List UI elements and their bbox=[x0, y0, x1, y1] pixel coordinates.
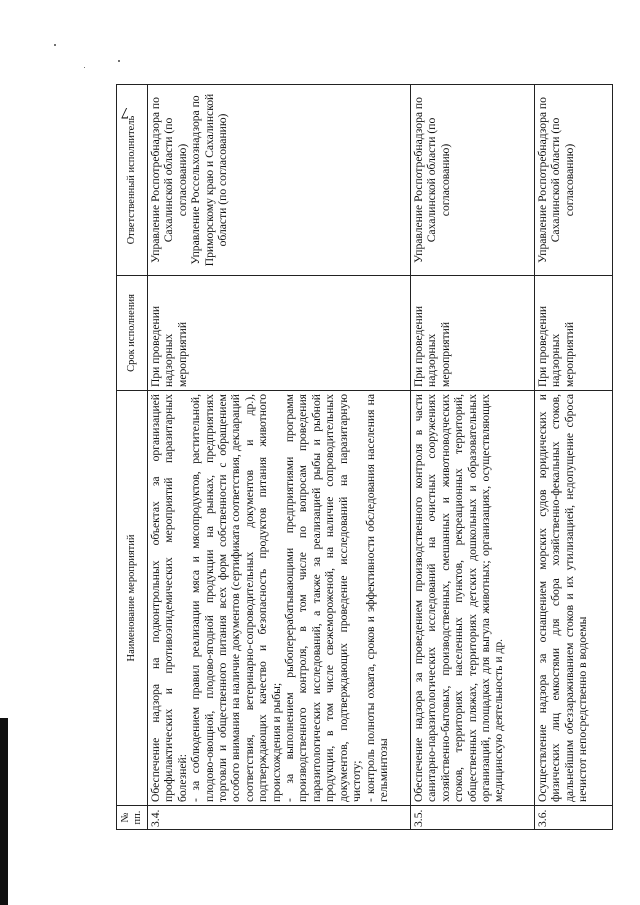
scan-speck bbox=[54, 44, 56, 46]
row-number: 3.5. bbox=[411, 806, 535, 830]
header-executor: Ответственный исполнитель bbox=[117, 85, 148, 276]
executor-line: Управление Роспотребнадзора по Сахалинской области (по согласованию) bbox=[536, 97, 576, 263]
row-executor bbox=[535, 85, 613, 276]
executor-line: Управление Роспотребнадзора по Сахалинской области (по согласованию) bbox=[412, 97, 452, 263]
measures-table bbox=[116, 84, 613, 830]
scan-speck bbox=[84, 67, 85, 68]
table-row bbox=[411, 85, 535, 830]
measure-paragraph: Обеспечение надзора на подконтрольных объектах за организацией профилактических и противоэпидемических мероприятий паразитарных болезней: bbox=[149, 394, 189, 802]
row-term: При проведении надзорных мероприятий bbox=[535, 276, 613, 391]
measure-paragraph: Осуществление надзора за оснащением морских судов юридических и физических лиц емкостями для сбора хозяйственно-фекальных стоков, дальнейшим обеззараживанием стоков и их утилизацией, недопущение сброса нечистот непосредственно в водоемы bbox=[536, 394, 590, 802]
row-term: При проведении надзорных мероприятий bbox=[148, 276, 411, 391]
measure-paragraph: - за выполнением рыбоперерабатывающими предприятиями программ производственного контроля, в том числе по вопросам проведения паразитологических исследований, а также за реализацией рыбы и рыбной продукции, в том числе свежемороженой, на наличие сопроводительных документов, подтверждающих проведение исследований на паразитарную чистоту; bbox=[283, 394, 364, 802]
row-number: 3.4. bbox=[148, 806, 411, 830]
measure-paragraph: - за соблюдением правил реализации мяса и мясопродуктов, растительной, плодово-овощной, плодово-ягодной продукции на рынках, предприятиях торговли и общественного питания всех форм собственности с обращением особого внимания на наличие документов (сертификата соответствия, деклараций соответствия, ветеринарно-сопроводительных документов и др.), подтверждающих качество и безопасность продуктов питания животного происхождения и рыбы; bbox=[189, 394, 283, 802]
measure-paragraph: Обеспечение надзора за проведением производственного контроля в части санитарно-паразитологических исследований на очистных сооружениях хозяйственно-бытовых, производственных, смешанных и животноводческих стоков, территориях населенных пунктов, рекреационных территорий, общественных пляжах, территориях детских дошкольных и образовательных организаций, площадках для выгула животных; организациях, осуществляющих медицинскую деятельность и др. bbox=[412, 394, 506, 802]
row-term: При проведении надзорных мероприятий bbox=[411, 276, 535, 391]
row-executor bbox=[411, 85, 535, 276]
row-executor bbox=[148, 85, 411, 276]
scan-speck bbox=[118, 60, 120, 62]
row-measure-name bbox=[411, 391, 535, 806]
table-row bbox=[535, 85, 613, 830]
executor-line: Управление Роспотребнадзора по Сахалинской области (по согласованию) bbox=[149, 97, 189, 263]
scan-edge-bar bbox=[0, 718, 8, 905]
header-num: № пп. bbox=[117, 806, 148, 830]
table-row bbox=[148, 85, 411, 830]
row-measure-name bbox=[148, 391, 411, 806]
executor-line: Управление Россельхознадзора по Приморскому краю и Сахалинской области (по согласованию) bbox=[189, 93, 230, 267]
table-header-row bbox=[117, 85, 148, 830]
row-measure-name bbox=[535, 391, 613, 806]
row-number: 3.6. bbox=[535, 806, 613, 830]
page-number: 7 bbox=[121, 104, 129, 121]
header-name: Наименование мероприятий bbox=[117, 391, 148, 806]
header-term: Срок исполнения bbox=[117, 276, 148, 391]
rotated-page-content bbox=[116, 82, 640, 830]
measure-paragraph: - контроль полноты охвата, сроков и эффективности обследования населения на гельминтозы bbox=[363, 394, 390, 802]
